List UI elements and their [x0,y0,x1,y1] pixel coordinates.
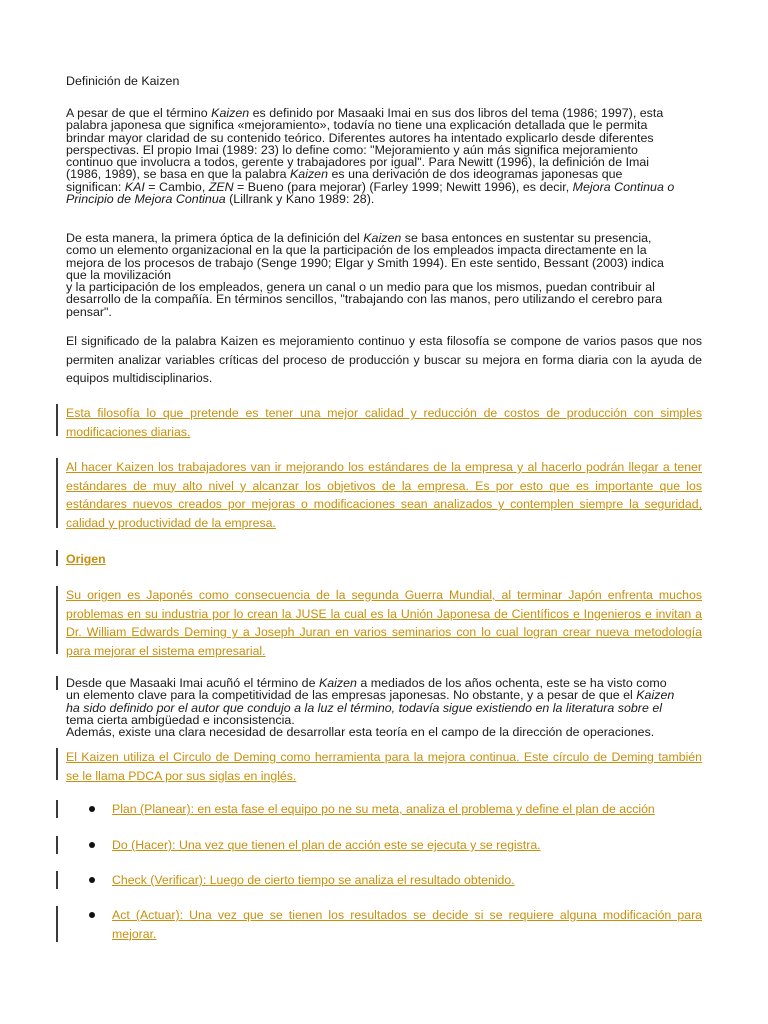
italic-term: Kaizen [211,106,250,120]
bullet-icon [89,877,95,883]
pdca-item-do[interactable]: Do (Hacer): Una vez que tienen el plan de acción este se ejecuta y se registra. [112,838,541,852]
italic-term: Kaizen [363,231,402,245]
text-line: (1986, 1989), se basa en que la palabra Kaizen es una derivación de dos ideogramas japonesas que [66,167,623,182]
pdca-item-check[interactable]: Check (Verificar): Luego de cierto tiempo se analiza el resultado obtenido. [112,873,515,887]
text-line: perspectivas. El propio Imai (1989: 23) lo define como: "Mejoramiento y aún más significa mejoramiento [66,142,638,157]
link-philosophy[interactable]: Esta filosofía lo que pretende es tener una mejor calidad y reducción de costos de producción con simples modificaciones diarias. [66,406,702,439]
bullet-icon [89,806,95,812]
revision-bar [56,458,58,528]
revision-bar [56,871,58,889]
pdca-item-act[interactable]: Act (Actuar): Una vez que se tienen los resultados se decide si se requiere alguna modificación para mejorar. [112,908,702,941]
italic-term: Kaizen [318,676,357,690]
bullet-icon [89,912,95,918]
link-deming[interactable]: El Kaizen utiliza el Circulo de Deming como herramienta para la mejora continua. Este círculo de Deming también se le llama PDCA por sus siglas en inglés. [66,750,702,783]
revision-bar [56,800,58,818]
pdca-item-plan[interactable]: Plan (Planear): en esta fase el equipo po ne su meta, analiza el problema y define el plan de acción [112,802,655,816]
revision-bar [56,748,58,780]
origin-heading-text: Origen [66,552,106,566]
text-line: De esta manera, la primera óptica de la definición del Kaizen se basa entonces en sustentar su presencia, [66,231,652,245]
document-title: Definición de Kaizen [66,74,180,88]
bullet-icon [89,842,95,848]
revision-bar [56,550,58,566]
text-line: Además, existe una clara necesidad de desarrollar esta teoría en el campo de la dirección de operaciones. [66,725,655,740]
text-line: pensar". [66,304,112,319]
origin-heading[interactable] [66,550,702,569]
text-line: un elemento clave para la competitividad de las empresas japonesas. No obstante, y a pesar de que el Kaizen [66,688,675,703]
italic-term: ha sido definido por el autor que condujo a la luz el término, todavía sigue existiendo en la literatura sobre el [66,700,663,715]
paragraph-definition [66,107,702,205]
text-line: Principio de Mejora Continua (Lillrank y Kano 1989: 28). [66,192,375,207]
text-line: que la movilización [66,267,172,282]
text-line: mejora de los procesos de trabajo (Senge 1990; Elgar y Smith 1994). En este sentido, Bessant (2003) indica [66,255,664,270]
link-origin[interactable]: Su origen es Japonés como consecuencia de la segunda Guerra Mundial, al terminar Japón enfrenta muchos problemas en su industria por lo crean la JUSE la cual es la Unión Japonesa de Científicos e Ingenieros e invitan a Dr. William Edwards Deming y a Joseph Juran en varios seminarios con lo cual logran crear nueva metodología para mejorar el sistema empresarial. [66,588,702,658]
text-line: desarrollo de la compañía. En términos sencillos, "trabajando con las manos, pero utilizando el cerebro para [66,292,663,307]
revision-bar [56,404,58,436]
italic-term: Mejora Continua o [572,179,675,194]
text-line: significan: KAI = Cambio, ZEN = Bueno (para mejorar) (Farley 1999; Newitt 1996), es decir, Mejora Continua o [66,179,675,194]
revision-bar [56,586,58,654]
text-line: como un elemento organizacional en la que la participación de los empleados impacta directamente en la [66,243,647,258]
paragraph-meaning: El significado de la palabra Kaizen es mejoramiento continuo y esta filosofía se compone de varios pasos que nos permiten analizar variables críticas del proceso de producción y buscar su mejora en forma diaria con la ayuda de equipos multidisciplinarios. [66,334,702,386]
revision-bar [56,676,58,690]
revision-bar [56,836,58,854]
text-line: brindar mayor claridad de su contenido teórico. Diferentes autores ha intentado explicarlo desde diferentes [66,130,654,145]
text-line: y la participación de los empleados, genera un canal o un medio para que los mismos, puedan contribuir al [66,280,655,295]
italic-term: KAI [124,179,145,194]
revision-bar [56,906,58,942]
text-line: palabra japonesa que significa «mejoramiento», todavía no tiene una explicación detallada que le permita [66,118,648,133]
text-line: tema cierta ambigüedad e inconsistencia. [66,712,295,727]
italic-term: Kaizen [636,688,675,703]
italic-term: Kaizen [290,167,329,182]
paragraph-organizational [66,232,702,318]
italic-term: Principio de Mejora Continua [66,192,226,207]
link-standards[interactable]: Al hacer Kaizen los trabajadores van ir mejorando los estándares de la empresa y al hacerlo podrán llegar a tener estándares de muy alto nivel y alcanzar los objetivos de la empresa. Es por esto que es importante que los estándares nuevos creados por mejoras o modificaciones sean analizados y contemplen siempre la seguridad, calidad y productividad de la empresa. [66,460,702,530]
text-line: A pesar de que el término Kaizen es definido por Masaaki Imai en sus dos libros del tema (1986; 1997), esta [66,106,664,120]
text-line: continuo que involucra a todos, gerente y trabajadores por igual". Para Newitt (1996), la definición de Imai [66,155,650,170]
italic-term: ZEN [208,179,234,194]
paragraph-imai [66,677,702,738]
text-line: Desde que Masaaki Imai acuñó el término de Kaizen a mediados de los años ochenta, este se ha visto como [66,676,667,690]
